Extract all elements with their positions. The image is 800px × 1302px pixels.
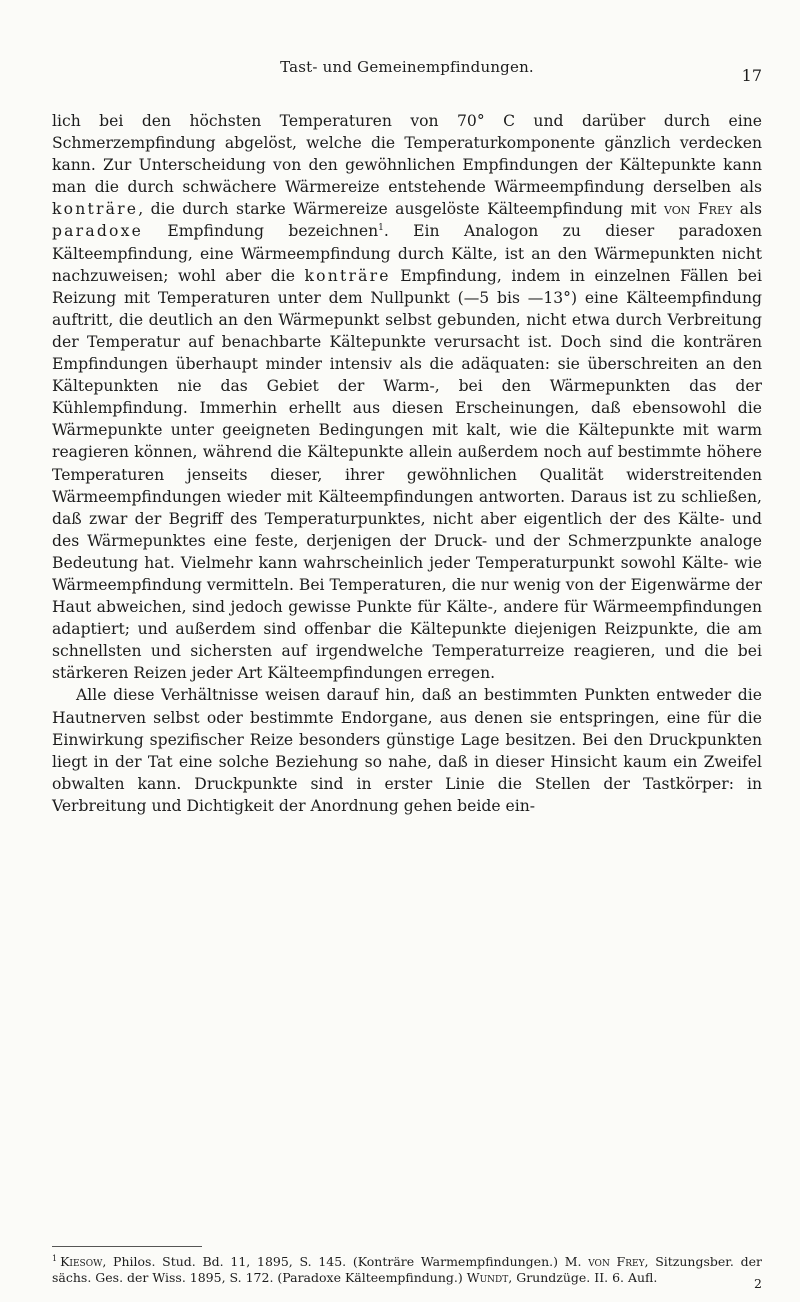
footnote-text: , Philos. Stud. Bd. 11, 1895, S. 145. (Konträre Warmempfindungen.) M. xyxy=(102,1254,589,1269)
text-run: , die durch starke Wärmereize ausgelöste Kälteempfindung mit xyxy=(138,200,664,219)
author-frey: Frey xyxy=(697,200,733,219)
emphasis-paradoxe: paradoxe xyxy=(52,222,144,241)
emphasis-konträre: konträre xyxy=(304,266,391,285)
text-run: Empfindung, indem in einzelnen Fällen bei Reizung mit Temperaturen unter dem Nullpunkt (—5 bis —13°) eine Kälteempfindung auftritt, die deutlich an den Wärmepunkt selbst gebunden, nicht etwa durch Verbreitung der Temperatur auf benachbarte Kältepunkte verursacht ist. Doch sind die konträren Empfindungen überhaupt minder intensiv als die adäquaten: sie überschreiten an den Kältepunkten nie das Gebiet der Warm-, bei den Wärmepunkten das der Kühlempfindung. Immerhin erhellt aus diesen Erscheinungen, daß ebensowohl die Wärmepunkte unter geeigneten Bedingungen mit kalt, wie die Kältepunkte mit warm reagieren können, während die Kältepunkte allein außerdem noch auf bestimmte höhere Temperaturen jenseits dieser, ihrer gewöhnlichen Qualität widerstreitenden Wärmeempfindungen wieder mit Kälteempfindungen antworten. Daraus ist zu schließen, daß zwar der Begriff des Temperaturpunktes, nicht aber eigentlich der des Kälte- und des Wärmepunktes eine feste, derjenigen der Druck- und der Schmerzpunkte analoge Bedeutung hat. Vielmehr kann wahrscheinlich jeder Temperaturpunkt sowohl Kälte- wie Wärmeempfindung vermitteln. Bei Temperaturen, die nur wenig von der Eigenwärme der Haut abweichen, sind jedoch gewisse Punkte für Kälte-, andere für Wärmeempfindungen adaptiert; und außerdem sind offenbar die Kältepunkte diejenigen Reizpunkte, die am schnellsten und sichersten auf irgendwelche Temperaturreize reagieren, und die bei stärkeren Reizen jeder Art Kälteempfindungen erregen. xyxy=(52,266,762,683)
footnote-author-von: von xyxy=(588,1254,617,1269)
footnote-rule xyxy=(52,1246,202,1247)
footnote-author: Wundt xyxy=(466,1270,509,1285)
footnote-reference[interactable]: 1 xyxy=(378,223,384,234)
footnote xyxy=(52,1254,762,1286)
text-run: Empfindung bezeichnen xyxy=(143,222,379,241)
emphasis-konträre: konträre xyxy=(52,200,139,219)
paragraph-2: Alle diese Verhältnisse weisen darauf hin, daß an bestimmten Punkten entweder die Hautnerven selbst oder bestimmte Endorgane, aus denen sie entspringen, eine für die Einwirkung spezifischer Reize besonders günstige Lage besitzen. Bei den Druckpunkten liegt in der Tat eine solche Beziehung so nahe, daß in dieser Hinsicht kaum ein Zweifel obwalten kann. Druckpunkte sind in erster Linie die Stellen der Tastkörper: in Verbreitung und Dichtigkeit der Anordnung gehen beide ein- xyxy=(52,686,762,815)
page-number: 17 xyxy=(741,66,762,85)
text-run: . Ein Analogon zu dieser paradoxen Kälteempfindung, eine Wärmeempfindung durch Kälte, ist an den Wärmepunkten nicht nachzuweisen; wohl aber die xyxy=(52,222,762,285)
signature-mark: 2 xyxy=(754,1276,762,1291)
body-text xyxy=(52,110,762,817)
text-run: als xyxy=(732,200,763,219)
footnote-text: , Grundzüge. II. 6. Aufl. xyxy=(508,1270,658,1285)
running-head xyxy=(52,58,762,85)
paragraph-1 xyxy=(52,110,762,684)
footnote-author: Kiesow xyxy=(60,1254,103,1269)
footnote-mark: 1 xyxy=(52,1253,58,1263)
author-von: von xyxy=(663,200,698,219)
footnote-author: Frey xyxy=(616,1254,645,1269)
text-run: lich bei den höchsten Temperaturen von 70° C und darüber durch eine Schmerzempfindung abgelöst, welche die Temperaturkomponente gänzlich verdecken kann. Zur Unterscheidung von den gewöhnlichen Empfindungen der Kältepunkte kann man die durch schwächere Wärmereize entstehende Wärmeempfindung derselben als xyxy=(52,112,762,197)
footnote-text: , Sitzungsber. der sächs. Ges. der Wiss. 1895, S. 172. (Paradoxe Kälteempfindung.) xyxy=(52,1254,762,1285)
running-title: Tast- und Gemeinempfindungen. xyxy=(280,58,534,76)
